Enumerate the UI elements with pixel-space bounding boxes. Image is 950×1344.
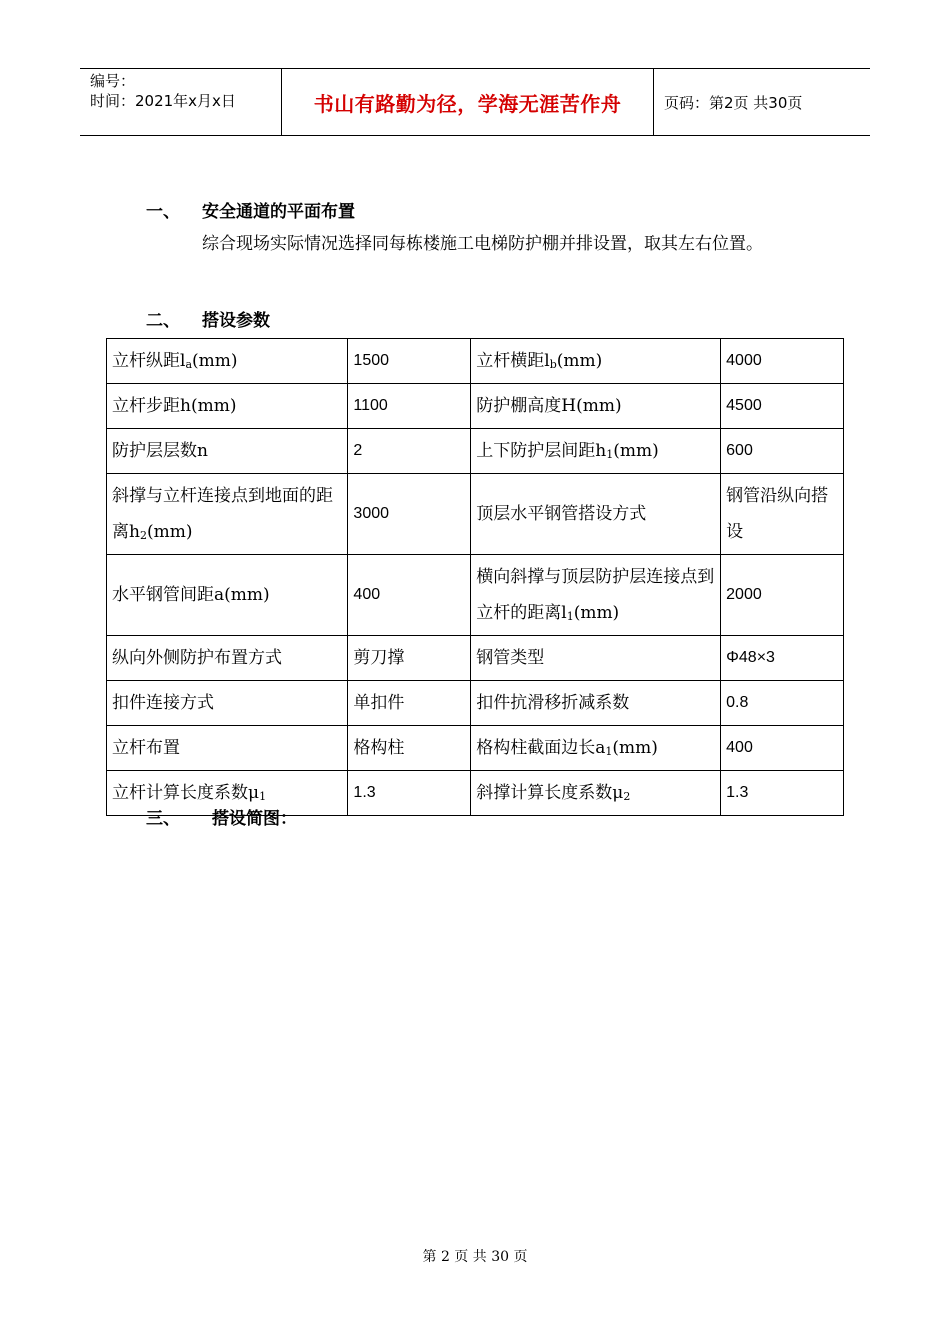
param-value: 2	[348, 429, 471, 474]
param-label-unit: (mm)	[192, 351, 238, 371]
param-value: 0.8	[721, 681, 844, 726]
param-label	[471, 384, 721, 429]
param-value: 1.3	[721, 771, 844, 816]
param-value: 2000	[721, 555, 844, 636]
section-2-heading	[146, 306, 270, 331]
page-footer: 第 2 页 共 30 页	[422, 1249, 528, 1265]
section-1-paragraph: 综合现场实际情况选择同每栋楼施工电梯防护棚并排设置，取其左右位置。	[202, 234, 763, 254]
section-number: 三、	[146, 809, 180, 829]
param-value: 400	[721, 726, 844, 771]
param-value: 400	[348, 555, 471, 636]
param-label-unit: (mm)	[556, 351, 603, 371]
param-label-text: 扣件连接方式	[112, 693, 214, 713]
param-label	[471, 771, 721, 816]
param-label-subscript: a	[185, 358, 192, 371]
param-label-text: 纵向外侧防护布置方式	[112, 648, 282, 668]
param-label-text: 立杆布置	[112, 738, 180, 758]
table-row	[107, 555, 844, 636]
param-label-subscript: 1	[259, 790, 267, 803]
param-value: 格构柱	[348, 726, 471, 771]
header-page-number: 页码：第2页 共30页	[664, 93, 803, 112]
param-label	[107, 429, 348, 474]
param-label-unit: (mm)	[573, 603, 620, 623]
table-row	[107, 339, 844, 384]
param-label-text: 立杆步距h(mm)	[112, 396, 237, 416]
param-label-text: 钢管类型	[476, 648, 545, 668]
param-label-text: 扣件抗滑移折减系数	[476, 693, 630, 713]
header-motto: 书山有路勤为径，学海无涯苦作舟	[281, 69, 654, 135]
param-label-unit: (mm)	[146, 522, 193, 542]
param-value: 600	[721, 429, 844, 474]
param-label	[107, 555, 348, 636]
section-title: 搭设简图：	[212, 809, 297, 829]
param-label	[107, 474, 348, 555]
page-header	[80, 68, 870, 136]
time-label: 时间：2021年x月x日	[90, 92, 236, 110]
param-label	[471, 429, 721, 474]
param-label	[107, 339, 348, 384]
param-label	[107, 636, 348, 681]
param-label	[471, 339, 721, 384]
param-label-text: 立杆纵距l	[112, 351, 186, 371]
param-label-text: 斜撑计算长度系数μ	[476, 783, 624, 803]
param-label-text: 水平钢管间距a(mm)	[112, 585, 270, 605]
param-value: 钢管沿纵向搭设	[721, 474, 844, 555]
param-label-text: 横向斜撑与顶层防护层连接点到立杆的距离l	[476, 567, 715, 623]
section-1-heading	[146, 197, 355, 222]
param-label-subscript: 2	[139, 529, 147, 542]
param-value: 4000	[721, 339, 844, 384]
param-label-text: 立杆横距l	[476, 351, 550, 371]
param-label-text: 上下防护层间距h	[476, 441, 607, 461]
param-value: Φ48×3	[721, 636, 844, 681]
param-value: 4500	[721, 384, 844, 429]
param-value: 1.3	[348, 771, 471, 816]
table-row	[107, 681, 844, 726]
param-label-text: 格构柱截面边长a	[476, 738, 606, 758]
param-label	[471, 474, 721, 555]
param-label	[471, 636, 721, 681]
param-label	[471, 681, 721, 726]
param-label-text: 防护棚高度H(mm)	[476, 396, 622, 416]
param-label-text: 顶层水平钢管搭设方式	[476, 504, 647, 524]
param-label-subscript: 1	[606, 448, 614, 461]
section-3-heading	[146, 804, 297, 829]
section-number: 一、	[146, 202, 180, 222]
param-label	[107, 726, 348, 771]
param-value: 单扣件	[348, 681, 471, 726]
table-row	[107, 429, 844, 474]
section-title: 安全通道的平面布置	[202, 202, 355, 222]
parameters-table	[106, 338, 844, 816]
param-value: 剪刀撑	[348, 636, 471, 681]
section-title: 搭设参数	[202, 311, 270, 331]
param-label	[471, 726, 721, 771]
param-value: 1100	[348, 384, 471, 429]
param-label-text: 立杆计算长度系数μ	[112, 783, 260, 803]
param-label	[471, 555, 721, 636]
param-label-subscript: 1	[566, 610, 574, 623]
param-label-subscript: 2	[623, 790, 631, 803]
table-row	[107, 726, 844, 771]
param-label-unit: (mm)	[612, 738, 658, 758]
table-row	[107, 474, 844, 555]
param-label-text: 防护层层数n	[112, 441, 208, 461]
param-value: 3000	[348, 474, 471, 555]
param-label-unit: (mm)	[613, 441, 659, 461]
number-label: 编号：	[90, 72, 136, 90]
param-label-text: 斜撑与立杆连接点到地面的距离h	[112, 486, 333, 542]
param-label-subscript: b	[549, 358, 557, 371]
param-value: 1500	[348, 339, 471, 384]
table-row	[107, 636, 844, 681]
header-info	[80, 69, 281, 135]
section-number: 二、	[146, 311, 180, 331]
table-row	[107, 384, 844, 429]
param-label-subscript: 1	[605, 745, 613, 758]
param-label	[107, 681, 348, 726]
param-label	[107, 384, 348, 429]
